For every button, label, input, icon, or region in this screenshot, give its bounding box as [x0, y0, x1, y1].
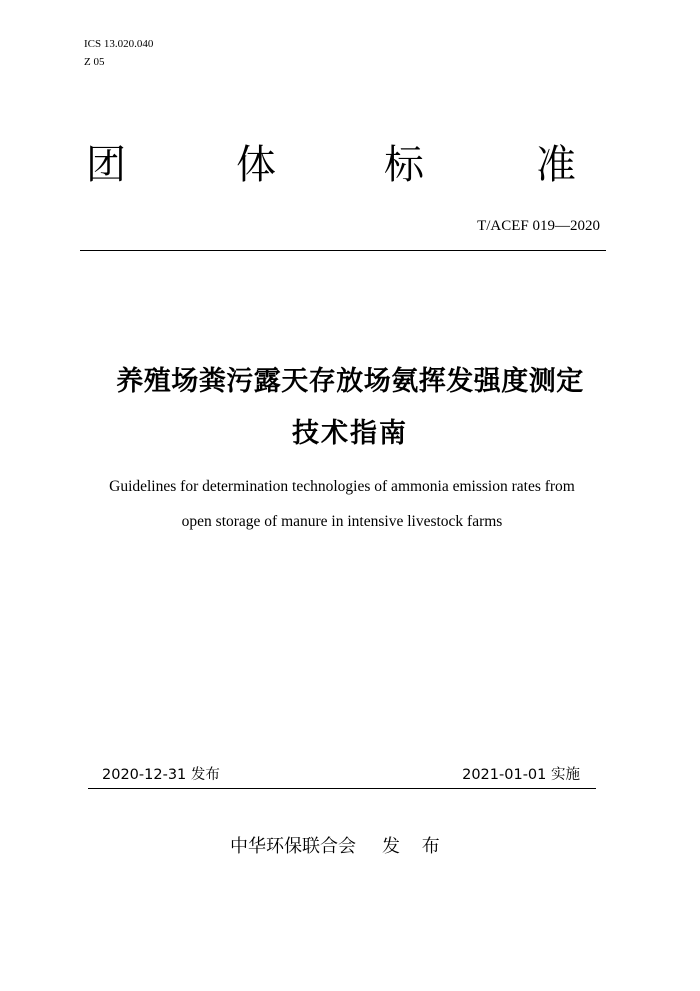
ccs-code: Z 05	[84, 56, 105, 68]
implementation-date: 2021-01-01 实施	[462, 767, 580, 783]
standard-type-heading	[86, 140, 580, 190]
standard-type-char: 体	[236, 142, 276, 188]
standard-type-char: 团	[86, 142, 126, 188]
chinese-title-line-1: 养殖场粪污露天存放场氨挥发强度测定	[116, 366, 584, 397]
standard-type-char: 标	[384, 142, 424, 188]
publish-label: 发 布	[382, 836, 448, 857]
english-title-line-2: open storage of manure in intensive livestock farms	[181, 513, 503, 530]
standard-number: T/ACEF 019—2020	[477, 218, 600, 234]
chinese-title-line-2: 技术指南	[292, 418, 408, 449]
english-title-line-1: Guidelines for determination technologies of ammonia emission rates from	[109, 478, 575, 495]
standard-type-char: 准	[536, 142, 576, 188]
publisher-name: 中华环保联合会	[230, 836, 356, 857]
issue-date: 2020-12-31 发布	[102, 767, 220, 783]
bottom-divider	[88, 788, 596, 789]
top-divider	[80, 250, 606, 251]
ics-code: ICS 13.020.040	[84, 38, 154, 50]
